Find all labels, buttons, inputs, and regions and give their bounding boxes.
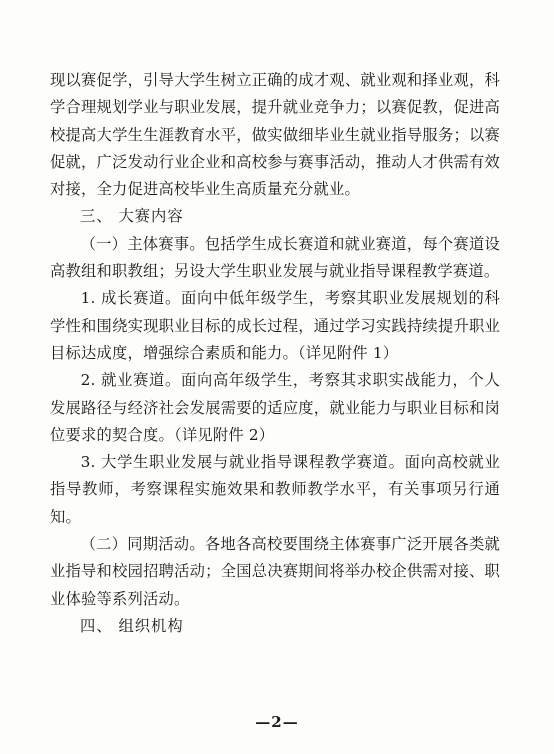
document-body <box>50 67 500 640</box>
item-teaching-track: 3. 大学生职业发展与就业指导课程教学赛道。面向高校就业指导教师，考察课程实施效果和教师教学水平，有关事项另行通知。 <box>50 453 500 526</box>
section-heading-4: 四、 组织机构 <box>80 616 184 635</box>
item-employment-track: 2. 就业赛道。面向高年级学生，考察其求职实战能力，个人发展路径与经济社会发展需要的适应度，就业能力与职业目标和岗位要求的契合度。（详见附件 2） <box>50 371 500 444</box>
item-growth-track: 1. 成长赛道。面向中低年级学生，考察其职业发展规划的科学性和围绕实现职业目标的成长过程，通过学习实践持续提升职业目标达成度，增强综合素质和能力。（详见附件 1） <box>50 289 500 362</box>
subsection-concurrent-activities: （二）同期活动。各地各高校要围绕主体赛事广泛开展各类就业指导和校园招聘活动；全国总决赛期间将举办校企供需对接、职业体验等系列活动。 <box>50 535 500 608</box>
subsection-main-events: （一）主体赛事。包括学生成长赛道和就业赛道，每个赛道设高教组和职教组；另设大学生职业发展与就业指导课程教学赛道。 <box>50 234 500 281</box>
paragraph-intro: 现以赛促学，引导大学生树立正确的成才观、就业观和择业观，科学合理规划学业与职业发展，提升就业竞争力；以赛促教，促进高校提高大学生生涯教育水平，做实做细毕业生就业指导服务；以赛促就，广泛发动行业企业和高校参与赛事活动，推动人才供需有效对接，全力促进高校毕业生高质量充分就业。 <box>50 71 500 199</box>
section-heading-3: 三、 大赛内容 <box>80 207 184 226</box>
page-number: —2— <box>255 713 299 731</box>
